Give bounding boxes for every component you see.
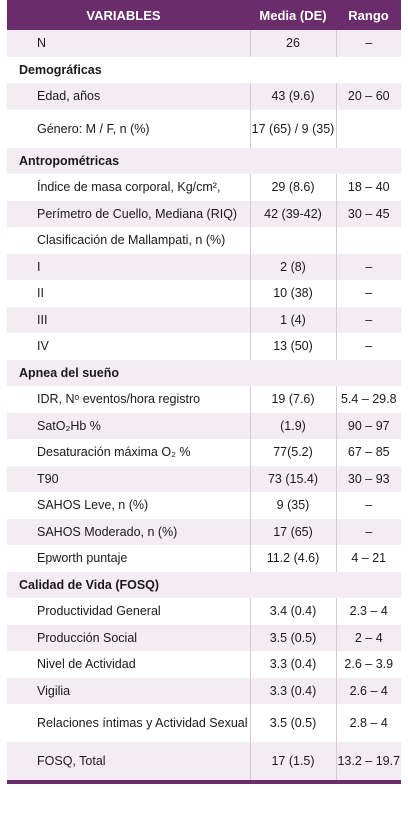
table-row: [7, 519, 401, 546]
rango-value: –: [336, 519, 401, 546]
media-value: 9 (35): [250, 492, 336, 519]
media-value: 13 (50): [250, 333, 336, 360]
section-label: Antropométricas: [7, 148, 250, 175]
rango-value: 2.8 – 4: [336, 704, 401, 742]
media-value: 3.5 (0.5): [250, 625, 336, 652]
media-value: 3.3 (0.4): [250, 678, 336, 705]
rango-value: –: [336, 307, 401, 334]
variable-label: Desaturación máxima O₂ %: [7, 439, 250, 466]
variable-label: SAHOS Leve, n (%): [7, 492, 250, 519]
media-value: 43 (9.6): [250, 83, 336, 110]
rango-value: 30 – 45: [336, 201, 401, 228]
rango-value: 2.3 – 4: [336, 598, 401, 625]
table-row: [7, 545, 401, 572]
rango-value: –: [336, 280, 401, 307]
variable-label: Índice de masa corporal, Kg/cm²,: [7, 174, 250, 201]
variable-label: FOSQ, Total: [7, 742, 250, 780]
section-spacer: [250, 360, 401, 387]
table-body: [7, 30, 401, 780]
table-row: [7, 678, 401, 705]
table-row: [7, 201, 401, 228]
rango-value: 20 – 60: [336, 83, 401, 110]
media-value: 3.3 (0.4): [250, 651, 336, 678]
table-row: [7, 110, 401, 148]
media-value: 11.2 (4.6): [250, 545, 336, 572]
variable-label: Perímetro de Cuello, Mediana (RIQ): [7, 201, 250, 228]
media-value: [250, 227, 336, 254]
media-value: 3.4 (0.4): [250, 598, 336, 625]
table-row: [7, 227, 401, 254]
rango-value: 13.2 – 19.7: [336, 742, 401, 780]
section-row: [7, 148, 401, 175]
results-table: [7, 0, 401, 780]
variable-label: II: [7, 280, 250, 307]
table-header: [7, 0, 401, 30]
rango-value: 90 – 97: [336, 413, 401, 440]
section-label: Demográficas: [7, 57, 250, 84]
table-row: [7, 333, 401, 360]
table-row: [7, 386, 401, 413]
media-value: (1.9): [250, 413, 336, 440]
rango-value: 2 – 4: [336, 625, 401, 652]
media-value: 17 (1.5): [250, 742, 336, 780]
variable-label: SAHOS Moderado, n (%): [7, 519, 250, 546]
rango-value: [336, 110, 401, 148]
rango-value: 4 – 21: [336, 545, 401, 572]
media-value: 2 (8): [250, 254, 336, 281]
table-row: [7, 439, 401, 466]
media-value: 26: [250, 30, 336, 57]
media-value: 17 (65): [250, 519, 336, 546]
rango-value: –: [336, 254, 401, 281]
table-row: [7, 466, 401, 493]
variable-label: Clasificación de Mallampati, n (%): [7, 227, 250, 254]
section-row: [7, 57, 401, 84]
table-row: [7, 625, 401, 652]
table-row: [7, 598, 401, 625]
table-row: [7, 742, 401, 780]
table-row: [7, 280, 401, 307]
media-value: 42 (39-42): [250, 201, 336, 228]
table-row: [7, 254, 401, 281]
variable-label: Epworth puntaje: [7, 545, 250, 572]
section-spacer: [250, 57, 401, 84]
media-value: 3.5 (0.5): [250, 704, 336, 742]
variable-label: N: [7, 30, 250, 57]
variable-label: SatO₂Hb %: [7, 413, 250, 440]
rango-value: 30 – 93: [336, 466, 401, 493]
section-spacer: [250, 148, 401, 175]
rango-value: 2.6 – 3.9: [336, 651, 401, 678]
table-row: [7, 83, 401, 110]
variable-label: Nivel de Actividad: [7, 651, 250, 678]
table-row: [7, 307, 401, 334]
variable-label: Género: M / F, n (%): [7, 110, 250, 148]
variable-label: I: [7, 254, 250, 281]
header-media: Media (DE): [259, 7, 327, 23]
section-spacer: [250, 572, 401, 599]
rango-value: 67 – 85: [336, 439, 401, 466]
table-row: [7, 413, 401, 440]
rango-value: 5.4 – 29.8: [336, 386, 401, 413]
rango-value: [336, 227, 401, 254]
media-value: 29 (8.6): [250, 174, 336, 201]
variable-label: Producción Social: [7, 625, 250, 652]
media-value: 10 (38): [250, 280, 336, 307]
section-label: Calidad de Vida (FOSQ): [7, 572, 250, 599]
variable-label: Vigilia: [7, 678, 250, 705]
rango-value: –: [336, 30, 401, 57]
variable-label: IDR, Nᵒ eventos/hora registro: [7, 386, 250, 413]
variable-label: Relaciones íntimas y Actividad Sexual: [7, 704, 250, 742]
variable-label: T90: [7, 466, 250, 493]
variable-label: III: [7, 307, 250, 334]
table-row: [7, 30, 401, 57]
media-value: 73 (15.4): [250, 466, 336, 493]
rango-value: 18 – 40: [336, 174, 401, 201]
header-rango: Rango: [348, 7, 389, 23]
section-label: Apnea del sueño: [7, 360, 250, 387]
section-row: [7, 360, 401, 387]
variable-label: IV: [7, 333, 250, 360]
variable-label: Edad, años: [7, 83, 250, 110]
variable-label: Productividad General: [7, 598, 250, 625]
rango-value: –: [336, 492, 401, 519]
table-bottom-rule: [7, 780, 401, 784]
section-row: [7, 572, 401, 599]
table-row: [7, 174, 401, 201]
rango-value: 2.6 – 4: [336, 678, 401, 705]
table-row: [7, 651, 401, 678]
table-row: [7, 704, 401, 742]
table-row: [7, 492, 401, 519]
rango-value: –: [336, 333, 401, 360]
media-value: 1 (4): [250, 307, 336, 334]
media-value: 77(5.2): [250, 439, 336, 466]
media-value: 17 (65) / 9 (35): [250, 110, 336, 148]
header-variables: VARIABLES: [86, 7, 161, 23]
results-table-container: [7, 0, 401, 784]
media-value: 19 (7.6): [250, 386, 336, 413]
